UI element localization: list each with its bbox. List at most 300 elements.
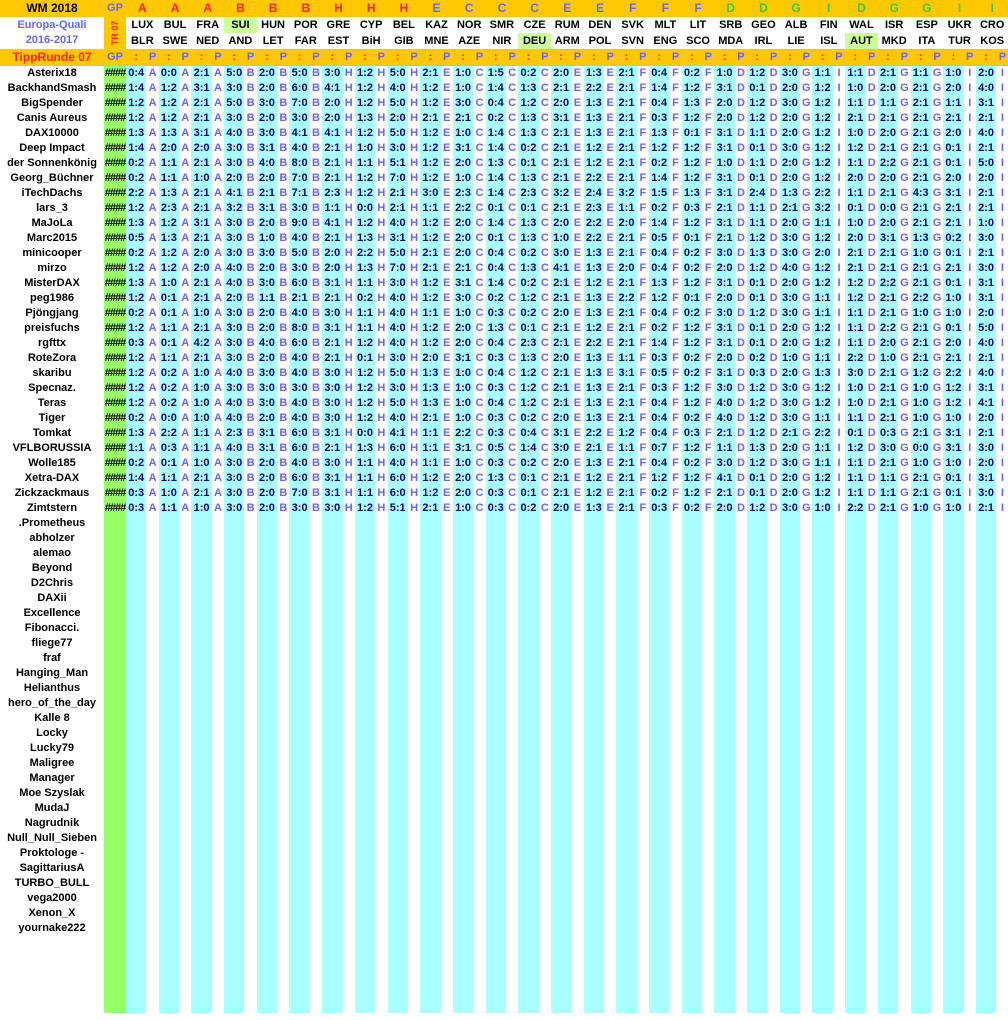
tip-score-cell: 0:3 bbox=[747, 366, 767, 381]
tip-score-cell: 0:4 bbox=[649, 66, 669, 81]
tip-group-cell: D bbox=[735, 366, 747, 381]
tip-score-cell bbox=[943, 861, 963, 876]
tip-score-cell bbox=[420, 741, 440, 756]
tip-group-cell bbox=[833, 621, 845, 636]
tip-group-cell: C bbox=[506, 396, 518, 411]
tip-score-cell bbox=[976, 516, 996, 531]
tip-score-cell bbox=[453, 711, 473, 726]
tip-group-cell: D bbox=[767, 261, 779, 276]
tip-score-cell bbox=[682, 741, 702, 756]
tip-group-cell: C bbox=[473, 261, 485, 276]
tip-score-cell: 3:1 bbox=[388, 231, 408, 246]
tip-score-cell bbox=[257, 801, 277, 816]
tip-score-cell: 1:3 bbox=[518, 171, 538, 186]
tip-score-cell bbox=[126, 891, 146, 906]
tip-score-cell bbox=[191, 681, 211, 696]
tip-group-cell: B bbox=[310, 231, 322, 246]
tip-group-cell bbox=[604, 921, 616, 936]
tip-score-cell bbox=[159, 756, 179, 771]
tip-score-cell: 1:0 bbox=[943, 411, 963, 426]
tip-group-cell: A bbox=[179, 141, 191, 156]
tip-score-cell bbox=[943, 711, 963, 726]
tip-group-cell: C bbox=[473, 111, 485, 126]
tip-group-cell bbox=[473, 696, 485, 711]
home-team: UKR bbox=[947, 19, 972, 31]
player-row bbox=[0, 861, 1008, 876]
match-teams bbox=[845, 17, 878, 49]
tip-group-cell: I bbox=[964, 321, 976, 336]
tip-score-cell: 1:3 bbox=[584, 351, 604, 366]
tip-score-cell bbox=[649, 666, 669, 681]
tip-score-cell: 0:5 bbox=[126, 231, 146, 246]
tip-score-cell: 0:4 bbox=[649, 456, 669, 471]
tip-group-cell: A bbox=[179, 111, 191, 126]
tip-group-cell: A bbox=[146, 426, 158, 441]
tip-score-cell bbox=[878, 576, 898, 591]
tip-score-cell bbox=[453, 891, 473, 906]
filler-score-cell bbox=[191, 936, 211, 1013]
tip-score-cell bbox=[191, 546, 211, 561]
tip-group-cell: D bbox=[866, 396, 878, 411]
tip-group-cell: D bbox=[735, 306, 747, 321]
group-letter: I bbox=[827, 1, 831, 15]
tip-group-cell bbox=[637, 801, 649, 816]
tip-score-cell: 1:2 bbox=[420, 336, 440, 351]
tip-score-cell bbox=[453, 606, 473, 621]
tip-group-cell bbox=[964, 666, 976, 681]
tip-group-cell: A bbox=[146, 321, 158, 336]
tip-group-cell bbox=[506, 576, 518, 591]
tip-group-cell bbox=[767, 711, 779, 726]
tip-group-cell: F bbox=[669, 201, 681, 216]
tip-score-cell: 2:1 bbox=[911, 141, 931, 156]
tip-score-cell bbox=[551, 636, 571, 651]
tip-score-cell bbox=[976, 576, 996, 591]
tip-score-cell bbox=[682, 891, 702, 906]
tip-score-cell bbox=[911, 516, 931, 531]
tip-score-cell: 2:0 bbox=[551, 411, 571, 426]
tip-group-cell bbox=[310, 576, 322, 591]
tip-group-cell: D bbox=[767, 201, 779, 216]
tip-score-cell: 2:1 bbox=[878, 261, 898, 276]
match-teams bbox=[518, 17, 551, 49]
tip-group-cell: D bbox=[866, 426, 878, 441]
tip-group-cell bbox=[408, 861, 420, 876]
tip-score-cell bbox=[747, 591, 767, 606]
tip-group-cell: G bbox=[932, 202, 942, 214]
gp-cell: #### bbox=[104, 337, 126, 349]
tip-score-cell: 2:0 bbox=[878, 126, 898, 141]
tip-score-cell bbox=[714, 786, 734, 801]
filler-score-cell bbox=[126, 936, 146, 1013]
tip-score-cell bbox=[322, 531, 342, 546]
tip-group-cell: B bbox=[277, 111, 289, 126]
tip-group-cell bbox=[702, 606, 714, 621]
filler-group-cell bbox=[702, 936, 714, 1013]
tip-group-cell bbox=[833, 756, 845, 771]
player-row bbox=[0, 111, 1008, 126]
away-team: POL bbox=[588, 35, 612, 47]
tip-score-cell bbox=[584, 876, 604, 891]
tip-score-cell bbox=[649, 546, 669, 561]
match-teams bbox=[453, 17, 486, 49]
tip-group-cell bbox=[669, 876, 681, 891]
tip-score-cell: 8:0 bbox=[289, 156, 309, 171]
tip-group-cell bbox=[800, 891, 812, 906]
tip-score-cell bbox=[976, 666, 996, 681]
tip-score-cell bbox=[812, 621, 832, 636]
tip-group-cell bbox=[996, 696, 1008, 711]
tip-score-cell: 1:3 bbox=[355, 261, 375, 276]
tip-score-cell: 1:3 bbox=[584, 411, 604, 426]
tip-group-cell: H bbox=[343, 291, 355, 306]
tip-group-cell bbox=[506, 561, 518, 576]
tip-group-cell bbox=[931, 741, 943, 756]
tip-group-cell: H bbox=[343, 396, 355, 411]
tip-score-cell bbox=[224, 651, 244, 666]
filler-score-cell bbox=[812, 936, 832, 1013]
tip-score-cell: 1:2 bbox=[747, 396, 767, 411]
tip-group-cell bbox=[767, 771, 779, 786]
tip-score-cell bbox=[388, 876, 408, 891]
tip-score-cell bbox=[682, 591, 702, 606]
tip-group-cell: B bbox=[310, 381, 322, 396]
tip-group-cell bbox=[539, 606, 551, 621]
player-name: Wolle185 bbox=[28, 457, 76, 469]
tip-score-cell: 0:3 bbox=[486, 411, 506, 426]
tip-group-cell: F bbox=[637, 456, 649, 471]
tip-score-cell bbox=[649, 696, 669, 711]
group-letter: B bbox=[236, 1, 245, 15]
competition-line1: Europa-Quali bbox=[17, 19, 87, 31]
tip-group-cell bbox=[539, 786, 551, 801]
tip-group-cell: A bbox=[179, 216, 191, 231]
tip-group-cell bbox=[866, 771, 878, 786]
tip-group-cell: H bbox=[408, 321, 420, 336]
tip-group-cell: I bbox=[833, 486, 845, 501]
tip-group-cell bbox=[604, 876, 616, 891]
tip-group-cell bbox=[964, 546, 976, 561]
tip-score-cell bbox=[420, 831, 440, 846]
tip-score-cell bbox=[191, 651, 211, 666]
tip-group-cell bbox=[408, 846, 420, 861]
tip-score-cell: 3:0 bbox=[780, 246, 800, 261]
tip-group-cell: B bbox=[310, 261, 322, 276]
tip-score-cell: 0:3 bbox=[486, 486, 506, 501]
tip-group-cell: F bbox=[637, 111, 649, 126]
tip-score-cell bbox=[126, 696, 146, 711]
tip-group-cell bbox=[931, 921, 943, 936]
gp-cell bbox=[104, 666, 126, 681]
tip-group-cell bbox=[637, 546, 649, 561]
tip-group-cell bbox=[375, 786, 387, 801]
tip-group-cell bbox=[735, 861, 747, 876]
tip-score-cell bbox=[191, 711, 211, 726]
tip-group-cell bbox=[441, 786, 453, 801]
tip-score-cell: 2:0 bbox=[714, 291, 734, 306]
tip-score-cell: 2:1 bbox=[191, 486, 211, 501]
tip-group-cell: A bbox=[146, 261, 158, 276]
tip-score-cell bbox=[747, 606, 767, 621]
match-teams bbox=[911, 17, 944, 49]
tip-score-cell: 2:0 bbox=[453, 246, 473, 261]
tip-score-cell: 3:0 bbox=[714, 381, 734, 396]
tip-score-cell: 3:1 bbox=[714, 276, 734, 291]
tip-group-cell: I bbox=[964, 111, 976, 126]
player-row bbox=[0, 681, 1008, 696]
tip-group-cell bbox=[637, 576, 649, 591]
tip-score-cell bbox=[584, 801, 604, 816]
tip-score-cell bbox=[747, 531, 767, 546]
tip-score-cell bbox=[649, 741, 669, 756]
tip-group-cell: C bbox=[473, 306, 485, 321]
tip-score-cell bbox=[126, 546, 146, 561]
tip-score-cell bbox=[943, 651, 963, 666]
tip-score-cell: 2:1 bbox=[878, 456, 898, 471]
tip-group-cell: I bbox=[833, 171, 845, 186]
gp-cell: #### bbox=[104, 502, 126, 514]
tip-group-cell bbox=[441, 726, 453, 741]
tip-group-cell bbox=[931, 606, 943, 621]
player-row bbox=[0, 81, 1008, 96]
tip-group-cell bbox=[473, 666, 485, 681]
tip-score-cell: 2:0 bbox=[780, 336, 800, 351]
tip-score-cell: 1:4 bbox=[486, 81, 506, 96]
tip-score-cell: 2:0 bbox=[224, 171, 244, 186]
tip-score-cell: 1:2 bbox=[159, 261, 179, 276]
tip-group-cell bbox=[441, 666, 453, 681]
tip-group-cell bbox=[244, 636, 256, 651]
tip-score-cell bbox=[976, 531, 996, 546]
tip-group-cell bbox=[800, 606, 812, 621]
tip-group-cell bbox=[898, 921, 910, 936]
tip-group-cell: F bbox=[637, 336, 649, 351]
tip-group-cell bbox=[702, 576, 714, 591]
tip-group-cell bbox=[996, 906, 1008, 921]
tip-score-cell bbox=[780, 591, 800, 606]
tip-score-cell: 0:1 bbox=[682, 126, 702, 141]
tip-group-cell: E bbox=[571, 201, 583, 216]
tip-score-cell bbox=[616, 651, 636, 666]
tip-score-cell bbox=[355, 816, 375, 831]
tip-group-cell bbox=[375, 876, 387, 891]
tip-group-cell bbox=[898, 651, 910, 666]
tip-group-cell: G bbox=[900, 352, 909, 364]
tip-score-cell bbox=[388, 801, 408, 816]
tip-score-cell bbox=[911, 786, 931, 801]
match-teams bbox=[257, 17, 290, 49]
tip-score-cell: 5:0 bbox=[388, 96, 408, 111]
tip-group-cell: G bbox=[932, 127, 942, 139]
gp-cell: #### bbox=[104, 397, 126, 409]
tip-group-cell bbox=[833, 666, 845, 681]
filler-score-cell bbox=[714, 936, 734, 1013]
tip-score-cell bbox=[976, 591, 996, 606]
tip-group-cell: B bbox=[244, 486, 256, 501]
tip-group-cell bbox=[571, 531, 583, 546]
tip-group-cell bbox=[343, 861, 355, 876]
player-name: Asterix18 bbox=[27, 67, 77, 79]
tip-score-cell: 6:0 bbox=[388, 441, 408, 456]
tip-score-cell bbox=[551, 876, 571, 891]
tip-group-cell: H bbox=[408, 426, 420, 441]
tip-score-cell: 3:0 bbox=[224, 81, 244, 96]
tip-group-cell bbox=[179, 651, 191, 666]
tip-score-cell: 2:1 bbox=[191, 351, 211, 366]
tip-group-cell: H bbox=[408, 261, 420, 276]
tip-score-cell: 0:1 bbox=[747, 81, 767, 96]
tip-score-cell: 1:2 bbox=[649, 291, 669, 306]
tip-group-cell: E bbox=[571, 186, 583, 201]
group-letter: C bbox=[464, 1, 474, 15]
tip-score-cell bbox=[845, 816, 865, 831]
tip-group-cell: C bbox=[539, 381, 551, 396]
tip-group-cell: A bbox=[212, 291, 224, 306]
tip-score-cell: 2:2 bbox=[453, 201, 473, 216]
tip-group-cell: F bbox=[702, 66, 714, 81]
gp-cell bbox=[104, 516, 126, 531]
tip-group-cell bbox=[473, 906, 485, 921]
tip-score-cell bbox=[355, 681, 375, 696]
tip-group-cell bbox=[833, 696, 845, 711]
tip-score-cell: 4:0 bbox=[289, 141, 309, 156]
tip-group-cell bbox=[310, 696, 322, 711]
player-row bbox=[0, 741, 1008, 756]
tip-group-cell: I bbox=[996, 336, 1008, 351]
tip-group-cell bbox=[866, 786, 878, 801]
tip-group-cell: G bbox=[802, 232, 811, 244]
tip-score-cell: 0:4 bbox=[486, 366, 506, 381]
tip-score-cell bbox=[878, 636, 898, 651]
tip-group-cell bbox=[506, 891, 518, 906]
tip-score-cell: 7:0 bbox=[289, 96, 309, 111]
tip-score-cell bbox=[126, 576, 146, 591]
tip-group-cell bbox=[212, 891, 224, 906]
tip-score-cell: 2:0 bbox=[714, 501, 734, 516]
away-team: LET bbox=[262, 35, 284, 47]
tip-score-cell bbox=[191, 636, 211, 651]
score-colon-header: : bbox=[886, 51, 890, 63]
tip-score-cell: 2:0 bbox=[780, 171, 800, 186]
filler-score-cell bbox=[551, 936, 571, 1013]
tip-score-cell bbox=[420, 786, 440, 801]
tip-score-cell: 1:2 bbox=[943, 396, 963, 411]
away-team: NIR bbox=[492, 35, 512, 47]
tip-group-cell bbox=[571, 591, 583, 606]
tip-group-cell: G bbox=[932, 112, 942, 124]
tip-score-cell: 2:1 bbox=[191, 186, 211, 201]
tip-group-cell bbox=[539, 621, 551, 636]
tip-group-cell bbox=[964, 681, 976, 696]
tip-group-cell bbox=[669, 711, 681, 726]
tip-score-cell: 1:2 bbox=[420, 486, 440, 501]
tip-score-cell: 3:0 bbox=[551, 246, 571, 261]
tip-group-cell bbox=[898, 756, 910, 771]
tip-score-cell bbox=[322, 846, 342, 861]
tip-group-cell: F bbox=[637, 321, 649, 336]
tip-group-cell: D bbox=[866, 81, 878, 96]
tip-group-cell bbox=[735, 726, 747, 741]
tip-group-cell: C bbox=[506, 156, 518, 171]
tip-score-cell bbox=[780, 696, 800, 711]
tip-score-cell bbox=[486, 636, 506, 651]
tip-group-cell: D bbox=[735, 186, 747, 201]
tip-group-cell: A bbox=[146, 351, 158, 366]
tip-group-cell bbox=[767, 546, 779, 561]
tip-group-cell bbox=[833, 606, 845, 621]
tip-group-cell bbox=[277, 756, 289, 771]
tip-score-cell bbox=[191, 861, 211, 876]
tip-score-cell bbox=[551, 741, 571, 756]
tip-score-cell bbox=[420, 606, 440, 621]
tip-group-cell: I bbox=[996, 66, 1008, 81]
tip-group-cell bbox=[866, 756, 878, 771]
tip-score-cell bbox=[518, 576, 538, 591]
tip-score-cell bbox=[911, 651, 931, 666]
tip-group-cell bbox=[408, 576, 420, 591]
tip-score-cell: 1:2 bbox=[812, 111, 832, 126]
tip-score-cell bbox=[714, 666, 734, 681]
tip-score-cell: 1:2 bbox=[355, 216, 375, 231]
player-row bbox=[0, 891, 1008, 906]
tip-score-cell: 2:1 bbox=[551, 276, 571, 291]
tip-group-cell: I bbox=[833, 441, 845, 456]
group-letter: H bbox=[366, 1, 376, 15]
tip-score-cell: 3:2 bbox=[812, 201, 832, 216]
tip-score-cell bbox=[878, 561, 898, 576]
group-letter: D bbox=[759, 1, 768, 15]
home-team: CRO bbox=[979, 19, 1005, 31]
tip-score-cell bbox=[878, 846, 898, 861]
tip-score-cell: 1:2 bbox=[126, 351, 146, 366]
tip-score-cell bbox=[649, 636, 669, 651]
tip-group-cell bbox=[506, 666, 518, 681]
tip-score-cell bbox=[322, 681, 342, 696]
tip-group-cell bbox=[506, 516, 518, 531]
tip-group-cell: B bbox=[310, 291, 322, 306]
tip-group-cell bbox=[833, 651, 845, 666]
tip-score-cell: 3:0 bbox=[224, 381, 244, 396]
filler-score-cell bbox=[388, 936, 408, 1013]
tip-score-cell: 0:3 bbox=[126, 501, 146, 516]
tip-score-cell bbox=[289, 786, 309, 801]
tip-group-cell bbox=[146, 726, 158, 741]
tip-group-cell: E bbox=[604, 276, 616, 291]
tip-group-cell bbox=[506, 711, 518, 726]
away-team: ISL bbox=[820, 35, 838, 47]
tip-group-cell: F bbox=[702, 381, 714, 396]
tip-score-cell: 3:1 bbox=[714, 366, 734, 381]
tip-group-cell: C bbox=[506, 276, 518, 291]
tip-score-cell bbox=[388, 711, 408, 726]
tip-group-cell: F bbox=[669, 321, 681, 336]
tip-group-cell bbox=[310, 891, 322, 906]
tip-group-cell bbox=[146, 711, 158, 726]
tip-group-cell: I bbox=[964, 276, 976, 291]
tip-score-cell: 1:2 bbox=[584, 156, 604, 171]
tip-group-cell bbox=[898, 561, 910, 576]
tip-group-cell bbox=[833, 726, 845, 741]
tip-score-cell: 3:0 bbox=[224, 246, 244, 261]
tip-score-cell bbox=[159, 681, 179, 696]
gp-cell bbox=[104, 636, 126, 651]
filler-score-cell bbox=[322, 936, 342, 1013]
home-team: MLT bbox=[654, 19, 677, 31]
tip-score-cell bbox=[845, 891, 865, 906]
tip-score-cell bbox=[714, 546, 734, 561]
tip-score-cell: 4:0 bbox=[976, 366, 996, 381]
filler-score-cell bbox=[911, 936, 931, 1013]
